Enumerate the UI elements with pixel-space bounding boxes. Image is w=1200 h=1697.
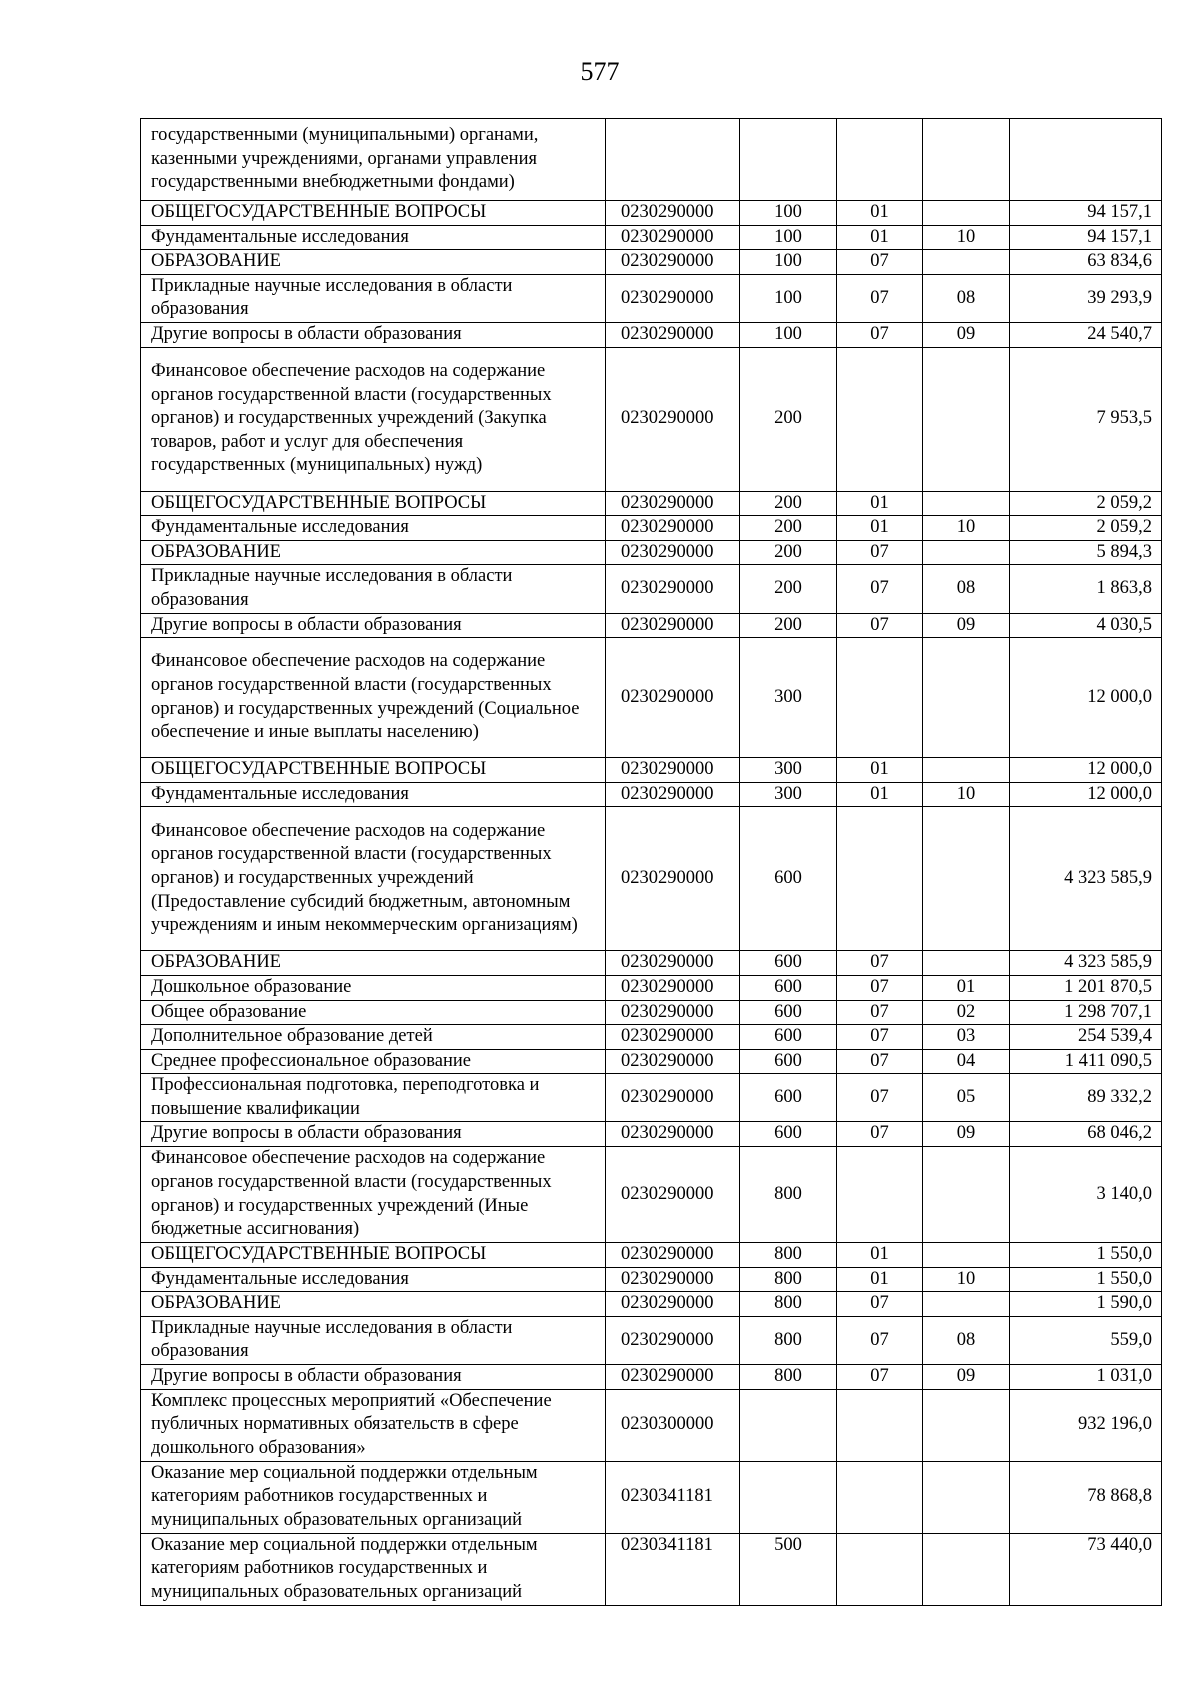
cell-section <box>837 119 923 201</box>
cell-target-code: 0230290000 <box>606 758 740 783</box>
cell-section: 07 <box>837 1074 923 1122</box>
cell-target-code: 0230290000 <box>606 1147 740 1243</box>
cell-expense-type <box>740 1461 837 1533</box>
cell-target-code: 0230290000 <box>606 250 740 275</box>
cell-amount: 68 046,2 <box>1010 1122 1162 1147</box>
cell-subsection: 08 <box>923 565 1010 613</box>
table-row <box>141 1365 1162 1390</box>
cell-amount: 1 031,0 <box>1010 1365 1162 1390</box>
cell-section: 07 <box>837 951 923 976</box>
table-row <box>141 119 1162 201</box>
cell-target-code: 0230341181 <box>606 1533 740 1605</box>
table-row <box>141 201 1162 226</box>
cell-target-code: 0230341181 <box>606 1461 740 1533</box>
cell-name: Среднее профессиональное образование <box>141 1049 606 1074</box>
cell-expense-type: 800 <box>740 1292 837 1317</box>
cell-amount: 63 834,6 <box>1010 250 1162 275</box>
cell-subsection: 09 <box>923 322 1010 347</box>
cell-expense-type: 300 <box>740 638 837 758</box>
cell-target-code: 0230290000 <box>606 225 740 250</box>
cell-name: Оказание мер социальной поддержки отдельным категориям работников государственных и муниципальных образовательных организаций <box>141 1461 606 1533</box>
cell-target-code: 0230290000 <box>606 1074 740 1122</box>
cell-subsection: 10 <box>923 225 1010 250</box>
cell-amount: 1 550,0 <box>1010 1243 1162 1268</box>
cell-section: 07 <box>837 565 923 613</box>
cell-name: ОБЩЕГОСУДАРСТВЕННЫЕ ВОПРОСЫ <box>141 491 606 516</box>
cell-subsection <box>923 1147 1010 1243</box>
cell-subsection <box>923 201 1010 226</box>
cell-target-code: 0230290000 <box>606 975 740 1000</box>
table-row <box>141 565 1162 613</box>
table-row <box>141 225 1162 250</box>
table-row <box>141 1292 1162 1317</box>
cell-section: 07 <box>837 1025 923 1050</box>
cell-expense-type: 300 <box>740 758 837 783</box>
cell-target-code: 0230290000 <box>606 1000 740 1025</box>
cell-subsection <box>923 1389 1010 1461</box>
cell-expense-type: 200 <box>740 516 837 541</box>
cell-name: Финансовое обеспечение расходов на содержание органов государственной власти (государственных органов) и государственных учреждений (Иные бюджетные ассигнования) <box>141 1147 606 1243</box>
table-row <box>141 1267 1162 1292</box>
cell-subsection <box>923 250 1010 275</box>
cell-name: Общее образование <box>141 1000 606 1025</box>
cell-section <box>837 347 923 491</box>
cell-section: 01 <box>837 225 923 250</box>
cell-expense-type: 200 <box>740 565 837 613</box>
cell-expense-type: 100 <box>740 225 837 250</box>
cell-section: 01 <box>837 1267 923 1292</box>
cell-expense-type <box>740 1389 837 1461</box>
page-number: 577 <box>580 57 620 86</box>
cell-name: ОБРАЗОВАНИЕ <box>141 951 606 976</box>
table-row <box>141 1243 1162 1268</box>
cell-expense-type: 200 <box>740 491 837 516</box>
cell-subsection <box>923 951 1010 976</box>
cell-amount: 73 440,0 <box>1010 1533 1162 1605</box>
cell-amount: 94 157,1 <box>1010 201 1162 226</box>
cell-target-code: 0230290000 <box>606 1049 740 1074</box>
cell-subsection: 09 <box>923 1122 1010 1147</box>
table-row <box>141 491 1162 516</box>
cell-name: ОБЩЕГОСУДАРСТВЕННЫЕ ВОПРОСЫ <box>141 1243 606 1268</box>
cell-target-code: 0230290000 <box>606 1292 740 1317</box>
cell-name: Другие вопросы в области образования <box>141 1365 606 1390</box>
cell-target-code: 0230290000 <box>606 613 740 638</box>
cell-amount: 2 059,2 <box>1010 516 1162 541</box>
cell-target-code: 0230290000 <box>606 807 740 951</box>
cell-target-code: 0230290000 <box>606 1267 740 1292</box>
cell-expense-type: 800 <box>740 1267 837 1292</box>
cell-section: 01 <box>837 201 923 226</box>
table-row <box>141 1049 1162 1074</box>
cell-expense-type: 600 <box>740 1074 837 1122</box>
cell-section: 07 <box>837 1122 923 1147</box>
cell-amount: 1 298 707,1 <box>1010 1000 1162 1025</box>
cell-name: ОБРАЗОВАНИЕ <box>141 540 606 565</box>
cell-amount: 12 000,0 <box>1010 782 1162 807</box>
cell-name: Прикладные научные исследования в области образования <box>141 274 606 322</box>
cell-name: государственными (муниципальными) органами, казенными учреждениями, органами управления государственными внебюджетными фондами) <box>141 119 606 201</box>
cell-amount: 12 000,0 <box>1010 758 1162 783</box>
cell-section: 01 <box>837 491 923 516</box>
table-row <box>141 1147 1162 1243</box>
cell-amount: 1 550,0 <box>1010 1267 1162 1292</box>
cell-expense-type: 800 <box>740 1365 837 1390</box>
cell-name: ОБЩЕГОСУДАРСТВЕННЫЕ ВОПРОСЫ <box>141 758 606 783</box>
cell-section: 07 <box>837 250 923 275</box>
budget-table <box>140 118 1162 1606</box>
cell-target-code: 0230290000 <box>606 322 740 347</box>
cell-amount: 78 868,8 <box>1010 1461 1162 1533</box>
cell-subsection: 04 <box>923 1049 1010 1074</box>
cell-expense-type: 500 <box>740 1533 837 1605</box>
budget-table-body <box>141 119 1162 1606</box>
cell-name: Другие вопросы в области образования <box>141 322 606 347</box>
cell-subsection: 08 <box>923 274 1010 322</box>
cell-subsection: 03 <box>923 1025 1010 1050</box>
cell-target-code: 0230290000 <box>606 516 740 541</box>
cell-subsection: 10 <box>923 782 1010 807</box>
cell-subsection <box>923 347 1010 491</box>
cell-subsection <box>923 119 1010 201</box>
cell-section <box>837 807 923 951</box>
cell-name: Финансовое обеспечение расходов на содержание органов государственной власти (государственных органов) и государственных учреждений (Предоставление субсидий бюджетным, автономным учреждениям и иным некоммерческим организациям) <box>141 807 606 951</box>
cell-subsection <box>923 1292 1010 1317</box>
cell-name: Комплекс процессных мероприятий «Обеспечение публичных нормативных обязательств в сфере дошкольного образования» <box>141 1389 606 1461</box>
cell-expense-type: 200 <box>740 347 837 491</box>
cell-section: 07 <box>837 1000 923 1025</box>
cell-section: 01 <box>837 782 923 807</box>
cell-amount: 39 293,9 <box>1010 274 1162 322</box>
table-row <box>141 975 1162 1000</box>
table-row <box>141 951 1162 976</box>
cell-name: Другие вопросы в области образования <box>141 1122 606 1147</box>
table-row <box>141 250 1162 275</box>
cell-amount: 4 323 585,9 <box>1010 807 1162 951</box>
cell-name: Дополнительное образование детей <box>141 1025 606 1050</box>
cell-amount <box>1010 119 1162 201</box>
cell-amount: 94 157,1 <box>1010 225 1162 250</box>
cell-expense-type <box>740 119 837 201</box>
cell-section: 07 <box>837 540 923 565</box>
cell-amount: 559,0 <box>1010 1316 1162 1364</box>
cell-subsection <box>923 1461 1010 1533</box>
cell-subsection: 02 <box>923 1000 1010 1025</box>
cell-name: Дошкольное образование <box>141 975 606 1000</box>
cell-target-code: 0230290000 <box>606 1243 740 1268</box>
cell-section: 07 <box>837 322 923 347</box>
cell-expense-type: 100 <box>740 322 837 347</box>
cell-amount: 4 030,5 <box>1010 613 1162 638</box>
table-row <box>141 1025 1162 1050</box>
cell-expense-type: 800 <box>740 1243 837 1268</box>
cell-subsection: 09 <box>923 1365 1010 1390</box>
cell-name: Профессиональная подготовка, переподготовка и повышение квалификации <box>141 1074 606 1122</box>
cell-expense-type: 600 <box>740 975 837 1000</box>
cell-amount: 12 000,0 <box>1010 638 1162 758</box>
cell-amount: 1 863,8 <box>1010 565 1162 613</box>
cell-name: Прикладные научные исследования в области образования <box>141 1316 606 1364</box>
table-row <box>141 516 1162 541</box>
cell-amount: 1 590,0 <box>1010 1292 1162 1317</box>
cell-target-code: 0230290000 <box>606 201 740 226</box>
cell-expense-type: 800 <box>740 1147 837 1243</box>
cell-expense-type: 100 <box>740 274 837 322</box>
cell-section: 01 <box>837 758 923 783</box>
table-row <box>141 1000 1162 1025</box>
cell-name: ОБРАЗОВАНИЕ <box>141 1292 606 1317</box>
cell-name: ОБРАЗОВАНИЕ <box>141 250 606 275</box>
cell-target-code: 0230290000 <box>606 1316 740 1364</box>
cell-section: 01 <box>837 1243 923 1268</box>
cell-section: 07 <box>837 613 923 638</box>
cell-target-code: 0230290000 <box>606 782 740 807</box>
cell-subsection <box>923 1533 1010 1605</box>
cell-section: 07 <box>837 274 923 322</box>
cell-amount: 1 411 090,5 <box>1010 1049 1162 1074</box>
cell-subsection <box>923 638 1010 758</box>
table-row <box>141 540 1162 565</box>
cell-target-code: 0230300000 <box>606 1389 740 1461</box>
cell-amount: 89 332,2 <box>1010 1074 1162 1122</box>
table-row <box>141 1461 1162 1533</box>
table-row <box>141 758 1162 783</box>
cell-expense-type: 600 <box>740 951 837 976</box>
cell-section: 07 <box>837 1292 923 1317</box>
cell-name: Фундаментальные исследования <box>141 1267 606 1292</box>
cell-subsection: 09 <box>923 613 1010 638</box>
cell-amount: 4 323 585,9 <box>1010 951 1162 976</box>
cell-name: Другие вопросы в области образования <box>141 613 606 638</box>
cell-section <box>837 638 923 758</box>
cell-section <box>837 1147 923 1243</box>
table-row <box>141 1122 1162 1147</box>
cell-expense-type: 600 <box>740 1000 837 1025</box>
cell-target-code: 0230290000 <box>606 1025 740 1050</box>
table-row <box>141 274 1162 322</box>
table-row <box>141 1533 1162 1605</box>
cell-section: 07 <box>837 975 923 1000</box>
cell-name: Финансовое обеспечение расходов на содержание органов государственной власти (государственных органов) и государственных учреждений (Закупка товаров, работ и услуг для обеспечения государственных (муниципальных) нужд) <box>141 347 606 491</box>
table-row <box>141 1316 1162 1364</box>
cell-name: Финансовое обеспечение расходов на содержание органов государственной власти (государственных органов) и государственных учреждений (Социальное обеспечение и иные выплаты населению) <box>141 638 606 758</box>
cell-name: Фундаментальные исследования <box>141 782 606 807</box>
table-row <box>141 322 1162 347</box>
cell-expense-type: 600 <box>740 807 837 951</box>
cell-section: 07 <box>837 1316 923 1364</box>
cell-section <box>837 1533 923 1605</box>
cell-expense-type: 800 <box>740 1316 837 1364</box>
cell-expense-type: 100 <box>740 201 837 226</box>
cell-amount: 2 059,2 <box>1010 491 1162 516</box>
cell-expense-type: 600 <box>740 1122 837 1147</box>
cell-section: 01 <box>837 516 923 541</box>
cell-target-code: 0230290000 <box>606 638 740 758</box>
table-row <box>141 1074 1162 1122</box>
cell-expense-type: 200 <box>740 540 837 565</box>
cell-name: Прикладные научные исследования в области образования <box>141 565 606 613</box>
cell-amount: 254 539,4 <box>1010 1025 1162 1050</box>
cell-target-code: 0230290000 <box>606 1122 740 1147</box>
cell-subsection: 10 <box>923 1267 1010 1292</box>
table-row <box>141 1389 1162 1461</box>
cell-target-code: 0230290000 <box>606 565 740 613</box>
cell-target-code <box>606 119 740 201</box>
cell-expense-type: 600 <box>740 1049 837 1074</box>
cell-target-code: 0230290000 <box>606 491 740 516</box>
cell-target-code: 0230290000 <box>606 347 740 491</box>
table-row <box>141 347 1162 491</box>
cell-expense-type: 600 <box>740 1025 837 1050</box>
cell-amount: 1 201 870,5 <box>1010 975 1162 1000</box>
cell-subsection: 05 <box>923 1074 1010 1122</box>
cell-subsection: 10 <box>923 516 1010 541</box>
cell-amount: 24 540,7 <box>1010 322 1162 347</box>
cell-subsection <box>923 1243 1010 1268</box>
cell-expense-type: 300 <box>740 782 837 807</box>
cell-amount: 3 140,0 <box>1010 1147 1162 1243</box>
cell-subsection: 08 <box>923 1316 1010 1364</box>
cell-subsection <box>923 758 1010 783</box>
cell-section: 07 <box>837 1365 923 1390</box>
cell-name: Фундаментальные исследования <box>141 516 606 541</box>
cell-subsection <box>923 491 1010 516</box>
cell-section: 07 <box>837 1049 923 1074</box>
cell-name: Фундаментальные исследования <box>141 225 606 250</box>
cell-target-code: 0230290000 <box>606 951 740 976</box>
cell-section <box>837 1461 923 1533</box>
cell-section <box>837 1389 923 1461</box>
cell-amount: 932 196,0 <box>1010 1389 1162 1461</box>
cell-amount: 7 953,5 <box>1010 347 1162 491</box>
table-row <box>141 807 1162 951</box>
table-row <box>141 638 1162 758</box>
table-row <box>141 782 1162 807</box>
cell-expense-type: 100 <box>740 250 837 275</box>
cell-subsection <box>923 807 1010 951</box>
cell-subsection: 01 <box>923 975 1010 1000</box>
cell-target-code: 0230290000 <box>606 274 740 322</box>
cell-name: Оказание мер социальной поддержки отдельным категориям работников государственных и муниципальных образовательных организаций <box>141 1533 606 1605</box>
cell-target-code: 0230290000 <box>606 1365 740 1390</box>
cell-target-code: 0230290000 <box>606 540 740 565</box>
cell-name: ОБЩЕГОСУДАРСТВЕННЫЕ ВОПРОСЫ <box>141 201 606 226</box>
cell-amount: 5 894,3 <box>1010 540 1162 565</box>
cell-expense-type: 200 <box>740 613 837 638</box>
cell-subsection <box>923 540 1010 565</box>
table-row <box>141 613 1162 638</box>
